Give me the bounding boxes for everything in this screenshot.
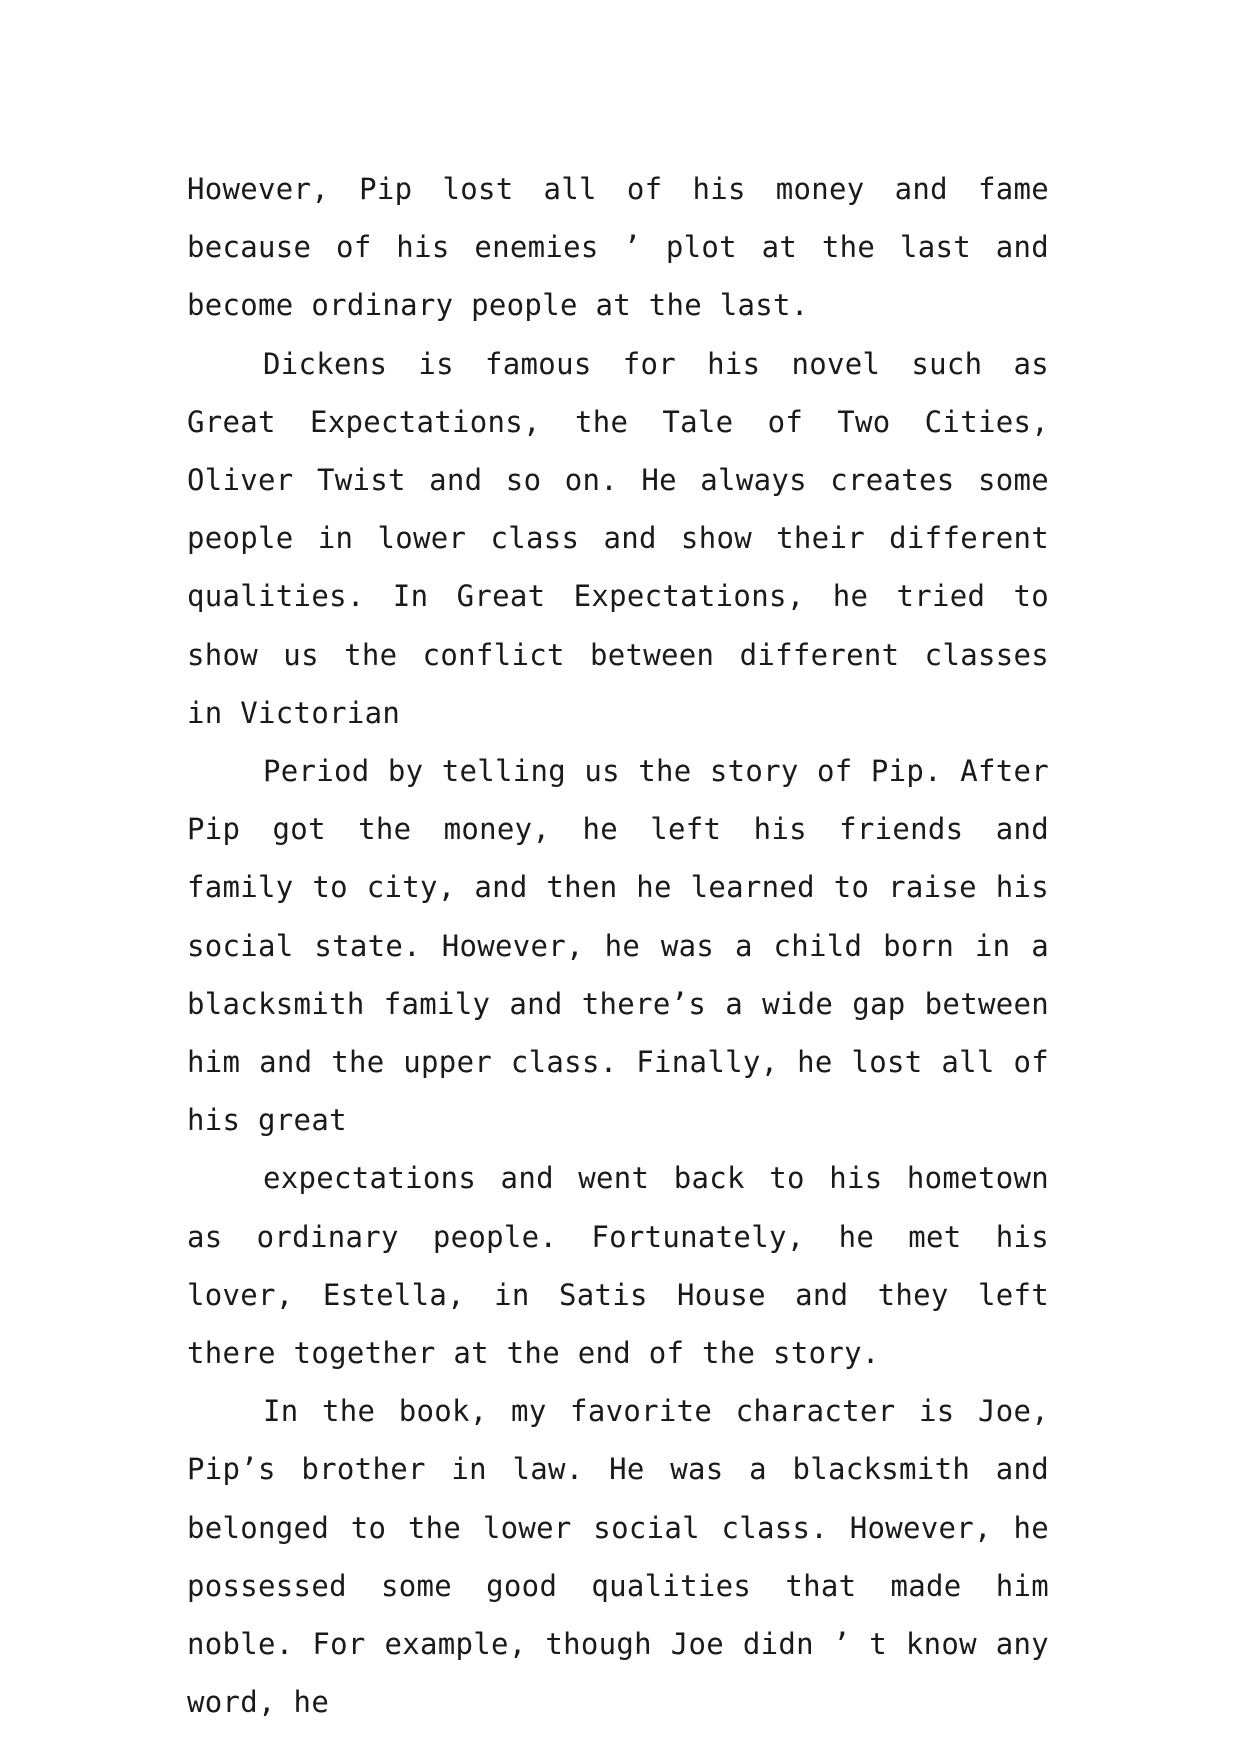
- paragraph-5: In the book, my favorite character is Joe, Pip’s brother in law. He was a blacksmith and belonged to the lower social class. However, he possessed some good qualities that made him noble. For example, though Joe didn ’ t know any word, he: [187, 1394, 1049, 1720]
- paragraph-4: expectations and went back to his hometown as ordinary people. Fortunately, he met his lover, Estella, in Satis House and they left there together at the end of the story.: [187, 1161, 1049, 1371]
- paragraph-2: Dickens is famous for his novel such as Great Expectations, the Tale of Two Cities, Oliver Twist and so on. He always creates some people in lower class and show their different qualities. In Great Expectations, he tried to show us the conflict between different classes in Victorian: [187, 346, 1049, 730]
- body-text: [187, 160, 1049, 1731]
- paragraph-3: Period by telling us the story of Pip. After Pip got the money, he left his friends and family to city, and then he learned to raise his social state. However, he was a child born in a blacksmith family and there’s a wide gap between him and the upper class. Finally, he lost all of his great: [187, 754, 1049, 1138]
- paragraph-1: However, Pip lost all of his money and fame because of his enemies ’ plot at the last and become ordinary people at the last.: [187, 172, 1049, 323]
